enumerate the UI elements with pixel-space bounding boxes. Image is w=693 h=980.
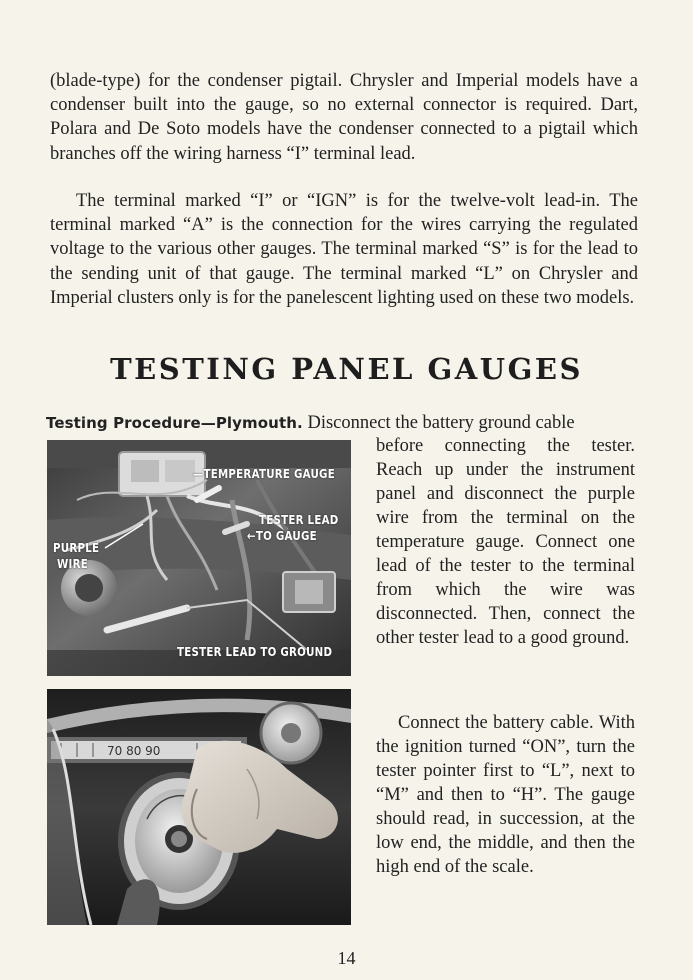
caption-wire: WIRE: [57, 556, 89, 571]
procedure-intro-line: [46, 411, 638, 435]
procedure-column-2: Connect the battery cable. With the ignition turned “ON”, turn the tester pointer first to “L”, next to “M” and then to “H”. The gauge should read, in succession, at the low end, the middle, and then the high end of the scale.: [376, 713, 635, 877]
page-number: 14: [337, 948, 356, 968]
tester-dial-photo: [47, 689, 351, 925]
caption-to-gauge: ←TO GAUGE: [247, 528, 317, 543]
terminal-description-paragraph: The terminal marked “I” or “IGN” is for the twelve-volt lead-in. The terminal marked “A” is the connection for the wires carrying the regulated voltage to the various other gauges. The terminal marked “S” is for the lead to the sending unit of that gauge. The terminal marked “L” on Chrysler and Imperial clusters only is for the panelescent lighting used on these two models.: [50, 191, 638, 308]
caption-temperature-gauge: —TEMPERATURE GAUGE: [193, 466, 335, 481]
caption-tester-lead: TESTER LEAD: [259, 512, 339, 527]
procedure-label: Testing Procedure—Plymouth.: [46, 414, 303, 432]
tester-dial-illustration: [47, 689, 351, 925]
section-heading: TESTING PANEL GAUGES: [110, 352, 583, 386]
caption-purple: PURPLE: [53, 540, 100, 555]
caption-tester-lead-to-ground: TESTER LEAD TO GROUND: [177, 644, 333, 659]
procedure-column-1: before connecting the tester. Reach up under the instrument panel and disconnect the purple wire from the terminal on the temperature gauge. Connect one lead of the tester to the terminal from which the wire was disconnected. Then, connect the other tester lead to a good ground.: [376, 436, 635, 648]
intro-paragraph: (blade-type) for the condenser pigtail. Chrysler and Imperial models have a condenser built into the gauge, so no external connector is required. Dart, Polara and De Soto models have the condenser connected to a pigtail which branches off the wiring harness “I” terminal lead.: [50, 71, 638, 164]
wiring-photo: [47, 440, 351, 676]
procedure-first-line: Disconnect the battery ground cable: [307, 413, 575, 433]
speedometer-numbers: 70 80 90: [107, 744, 161, 758]
